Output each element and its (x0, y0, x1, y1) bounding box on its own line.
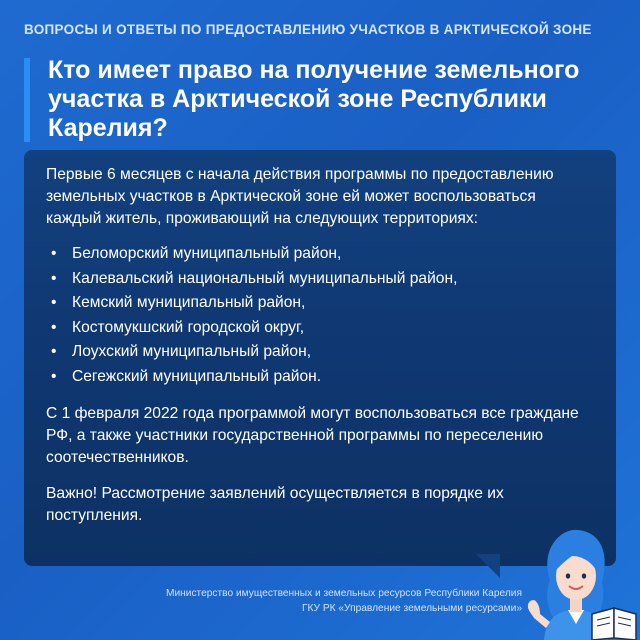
header-caption: ВОПРОСЫ И ОТВЕТЫ ПО ПРЕДОСТАВЛЕНИЮ УЧАСТКОВ В АРКТИЧЕСКОЙ ЗОНЕ (24, 22, 592, 37)
list-item: • Сегежский муниципальный район. (46, 365, 594, 390)
title-block (24, 56, 584, 143)
title-accent-bar (24, 58, 30, 142)
bullet-icon: • (51, 294, 57, 311)
bullet-icon: • (51, 343, 57, 360)
intro-paragraph: Первые 6 месяцев с начала действия программы по предоставлению земельных участков в Арктической зоне ей может воспользоваться каждый житель, проживающий на следующих территориях: (46, 166, 554, 227)
footer-credits (166, 586, 522, 616)
citizens-paragraph: С 1 февраля 2022 года программой могут воспользоваться все граждане РФ, а также участники государственной программы по переселению соотечественников. (46, 405, 579, 466)
list-item: • Кемский муниципальный район, (46, 291, 594, 316)
bullet-icon: • (51, 269, 57, 287)
list-item: • Калевальский национальный муниципальный район, (46, 267, 594, 292)
woman-with-book-icon (510, 510, 640, 640)
list-item: • Беломорский муниципальный район, (46, 242, 594, 267)
bullet-icon: • (51, 245, 57, 262)
list-item: • Лоухский муниципальный район, (46, 340, 594, 365)
footer-agency: ГКУ РК «Управление земельными ресурсами» (301, 603, 522, 614)
footer-ministry: Министерство имущественных и земельных ресурсов Республики Карелия (165, 588, 522, 599)
list-item: • Костомукшский городской округ, (46, 316, 594, 341)
bullet-icon: • (51, 318, 57, 336)
info-card (24, 150, 616, 566)
bullet-icon: • (51, 367, 57, 385)
territory-list (46, 242, 594, 389)
page-title: Кто имеет право на получение земельного участка в Арктической зоне Республики Карелия? (48, 56, 580, 142)
speech-tail (476, 554, 500, 578)
important-paragraph: Важно! Рассмотрение заявлений осуществляется в порядке их поступления. (46, 485, 504, 524)
